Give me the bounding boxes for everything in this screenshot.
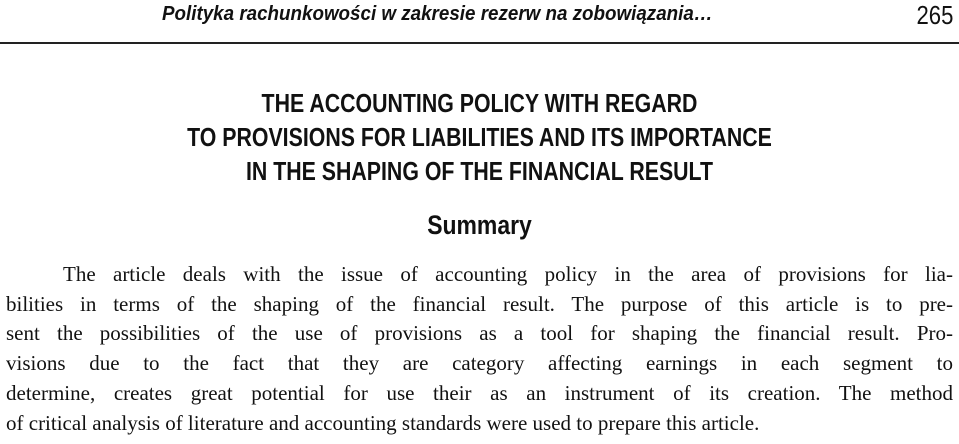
article-title xyxy=(0,86,959,188)
summary-line: determine, creates great potential for use their as an instrument of its creation. The method xyxy=(6,380,953,405)
article-title-line: THE ACCOUNTING POLICY WITH REGARD xyxy=(261,88,698,118)
summary-line: bilities in terms of the shaping of the financial result. The purpose of this article is to pre- xyxy=(6,291,953,316)
summary-text xyxy=(6,260,953,438)
page-number: 265 xyxy=(916,0,953,30)
summary-heading: Summary xyxy=(427,210,532,240)
running-title: Polityka rachunkowości w zakresie rezerw na zobowiązania… xyxy=(162,3,713,25)
summary-line: visions due to the fact that they are category affecting earnings in each segment to xyxy=(6,351,953,376)
article-title-line: TO PROVISIONS FOR LIABILITIES AND ITS IMPORTANCE xyxy=(187,122,772,152)
summary-line: The article deals with the issue of accounting policy in the area of provisions for lia- xyxy=(63,262,953,286)
running-header xyxy=(0,0,959,44)
article-title-line: IN THE SHAPING OF THE FINANCIAL RESULT xyxy=(245,156,714,186)
summary-line: of critical analysis of literature and accounting standards were used to prepare this article. xyxy=(6,410,760,435)
summary-line: sent the possibilities of the use of provisions as a tool for shaping the financial result. Pro- xyxy=(6,321,953,346)
